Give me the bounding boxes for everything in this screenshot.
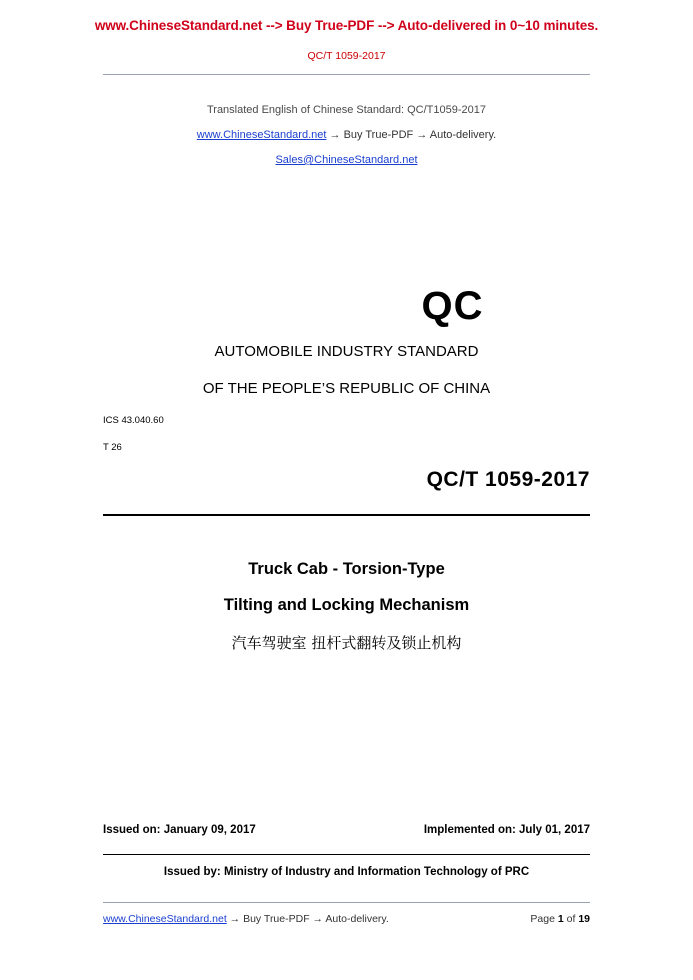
title-english-line-1: Truck Cab - Torsion-Type [248, 560, 445, 578]
divider-top [103, 74, 590, 75]
arrow-icon: → [329, 129, 341, 141]
page-indicator [530, 913, 590, 925]
sales-email-line [0, 154, 693, 166]
standard-body-line-2: OF THE PEOPLE’S REPUBLIC OF CHINA [202, 380, 491, 397]
title-english-line-2: Tilting and Locking Mechanism [223, 596, 470, 614]
divider-footer [103, 902, 590, 903]
delivery-text-header: Auto-delivery. [429, 129, 497, 141]
standard-body-line-1: AUTOMOBILE INDUSTRY STANDARD [214, 343, 479, 360]
site-link-header[interactable]: www.ChineseStandard.net [196, 129, 327, 141]
issuing-authority: Issued by: Ministry of Industry and Information Technology of PRC [163, 866, 530, 878]
promo-banner: www.ChineseStandard.net --> Buy True-PDF --> Auto-delivered in 0~10 minutes. [94, 18, 599, 33]
standard-number: QC/T 1059-2017 [426, 468, 590, 491]
footer-purchase-line [103, 913, 389, 925]
sales-email-link[interactable]: Sales@ChineseStandard.net [275, 154, 418, 166]
page-number: 1 [557, 913, 564, 925]
arrow-icon: → [312, 913, 324, 925]
divider-issuer [103, 854, 590, 855]
page-total: 19 [578, 913, 590, 925]
implemented-date: Implemented on: July 01, 2017 [423, 824, 590, 836]
delivery-text-footer: Auto-delivery. [325, 913, 389, 925]
arrow-icon: → [229, 913, 241, 925]
buy-text-header: Buy True-PDF [343, 129, 414, 141]
divider-title [103, 514, 590, 516]
site-link-footer[interactable]: www.ChineseStandard.net [103, 913, 227, 925]
page-footer [103, 913, 590, 925]
translated-standard-line: Translated English of Chinese Standard: QC/T1059-2017 [206, 104, 487, 116]
of-label: of [566, 913, 576, 925]
arrow-icon: → [416, 129, 428, 141]
issued-date: Issued on: January 09, 2017 [103, 824, 256, 836]
buy-text-footer: Buy True-PDF [243, 913, 310, 925]
ics-code: ICS 43.040.60 [103, 415, 164, 426]
page-label: Page [530, 913, 555, 925]
document-id: QC/T 1059-2017 [307, 50, 386, 62]
purchase-line [0, 129, 693, 141]
ccs-code: T 26 [103, 442, 122, 453]
dates-row [103, 824, 590, 836]
title-chinese: 汽车驾驶室 扭杆式翻转及锁止机构 [231, 634, 462, 652]
qc-logo: QC [421, 284, 484, 328]
